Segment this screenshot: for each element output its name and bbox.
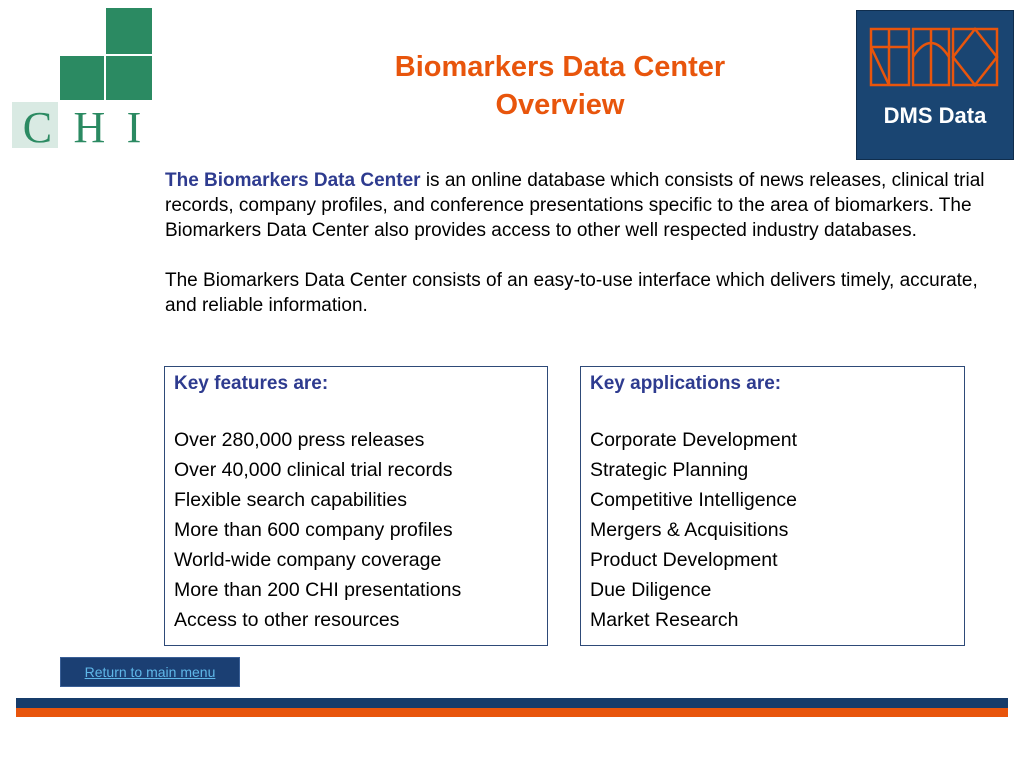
intro-paragraph-2: The Biomarkers Data Center consists of an easy-to-use interface which delivers timely, accurate, and reliable information.	[165, 270, 978, 316]
page-title	[330, 48, 790, 124]
list-item: Market Research	[590, 609, 739, 631]
list-item: Strategic Planning	[590, 459, 749, 481]
footer-bar-blue	[16, 698, 1008, 708]
key-applications-heading: Key applications are:	[590, 373, 782, 394]
chi-logo	[12, 8, 152, 152]
key-features-list	[174, 425, 538, 635]
chi-logo-text	[12, 103, 152, 152]
page-title-line1: Biomarkers Data Center	[394, 51, 726, 83]
chi-letter-h: H	[73, 103, 106, 152]
intro-paragraph-1	[165, 168, 995, 243]
list-item: World-wide company coverage	[174, 549, 442, 571]
return-to-main-menu-link[interactable]: Return to main menu	[84, 664, 216, 680]
footer-bar-orange	[16, 708, 1008, 717]
intro-paragraph-1-text: is an online database which consists of news releases, clinical trial records, company profiles, and conference presentations specific to the area of biomarkers. The Biomarkers Data Center also provides access to other well respected industry databases.	[165, 170, 985, 241]
intro-lead: The Biomarkers Data Center	[165, 170, 421, 191]
dms-logo-text: DMS Data	[883, 103, 987, 128]
list-item: Flexible search capabilities	[174, 489, 408, 511]
page-title-line2: Overview	[495, 89, 625, 121]
list-item: More than 600 company profiles	[174, 519, 453, 541]
list-item: Over 280,000 press releases	[174, 429, 425, 451]
key-applications-box	[580, 366, 965, 646]
key-applications-list	[590, 425, 955, 635]
list-item: Over 40,000 clinical trial records	[174, 459, 453, 481]
dms-grid-icon	[867, 25, 1003, 97]
list-item: Product Development	[590, 549, 778, 571]
chi-letter-i: I	[126, 103, 142, 152]
list-item: Competitive Intelligence	[590, 489, 798, 511]
list-item: Due Diligence	[590, 579, 712, 601]
list-item: Corporate Development	[590, 429, 798, 451]
list-item: Mergers & Acquisitions	[590, 519, 789, 541]
chi-letter-c: C	[22, 103, 53, 152]
list-item: More than 200 CHI presentations	[174, 579, 462, 601]
list-item: Access to other resources	[174, 609, 400, 631]
key-features-box	[164, 366, 548, 646]
return-to-main-menu-button[interactable]	[60, 657, 240, 687]
key-features-heading: Key features are:	[174, 373, 329, 394]
intro-section	[165, 168, 995, 343]
dms-data-logo	[856, 10, 1014, 160]
